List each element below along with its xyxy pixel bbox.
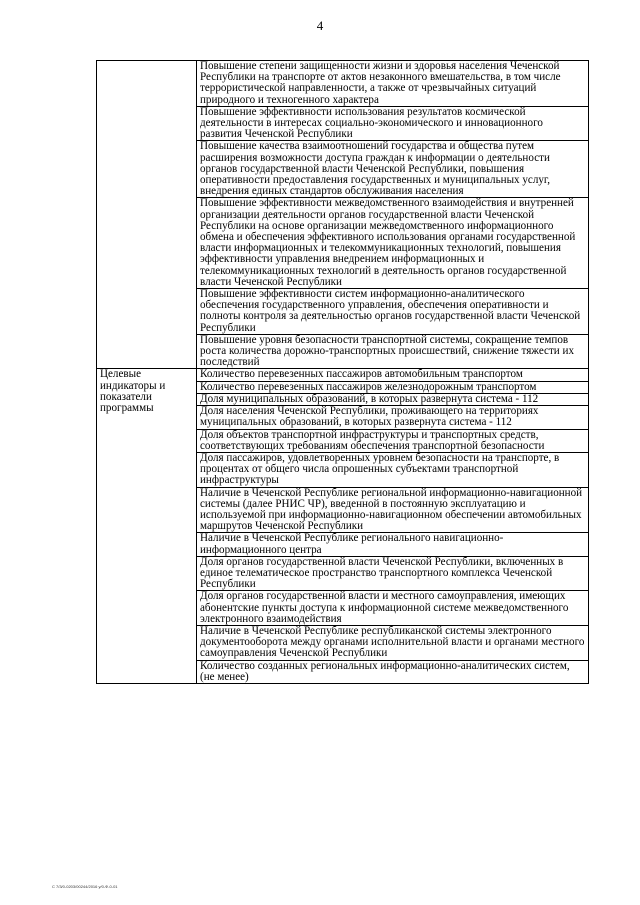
table-row (97, 369, 589, 381)
footer-document-code: С 7/3/0-0203/00244/2016 у/0-Ф-0-01 (52, 884, 118, 889)
indicators-label: Целевые индикаторы и показатели программы (97, 369, 197, 683)
indicator-item: Наличие в Чеченской Республике республиканской системы электронного документооборота между органами исполнительной власти и органами местного самоуправления Чеченской Республики (197, 625, 589, 660)
indicator-item: Доля муниципальных образований, в которых развернута система - 112 (197, 393, 589, 405)
indicator-item: Доля населения Чеченской Республики, проживающего на территориях муниципальных образований, в которых развернута система - 112 (197, 406, 589, 429)
goal-item: Повышение эффективности межведомственного взаимодействия и внутренней организации деятельности органов государственной власти Чеченской Республики на основе организации межведомственного информационного обмена и обеспечения эффективного использования органами государственной власти информационных и телекоммуникационных технологий, повышения эффективности управления внедрением информационных и телекоммуникационных технологий в деятельность органов государственной власти Чеченской Республики (197, 198, 589, 289)
indicator-item: Количество перевезенных пассажиров железнодорожным транспортом (197, 381, 589, 393)
indicator-item: Наличие в Чеченской Республике регионального навигационно-информационного центра (197, 533, 589, 556)
goal-item: Повышение степени защищенности жизни и здоровья населения Чеченской Республики на транспорте от актов незаконного вмешательства, в том числе террористической направленности, а также от чрезвычайных ситуаций природного и техногенного характера (197, 61, 589, 107)
page-number: 4 (316, 18, 324, 33)
empty-label-cell (97, 61, 197, 369)
indicator-item: Доля органов государственной власти и местного самоуправления, имеющих абонентские пункты доступа к информационной системе межведомственного электронного взаимодействия (197, 591, 589, 626)
goal-item: Повышение качества взаимоотношений государства и общества путем расширения возможности доступа граждан к информации о деятельности органов государственной власти Чеченской Республики, повышения оперативности предоставления государственных и муниципальных услуг, внедрения единых стандартов обслуживания населения (197, 141, 589, 198)
indicator-item: Наличие в Чеченской Республике региональной информационно-навигационной системы (далее РНИС ЧР), введенной в постоянную эксплуатацию и используемой при информационно-навигационном обеспечении автомобильных маршрутов Чеченской Республики (197, 487, 589, 533)
indicator-item: Доля пассажиров, удовлетворенных уровнем безопасности на транспорте, в процентах от общего числа опрошенных субъектами транспортной инфраструктуры (197, 452, 589, 487)
goal-item: Повышение уровня безопасности транспортной системы, сокращение темпов роста количества дорожно-транспортных происшествий, снижение тяжести их последствий (197, 334, 589, 369)
indicator-item: Количество перевезенных пассажиров автомобильным транспортом (197, 369, 589, 381)
indicator-item: Доля объектов транспортной инфраструктуры и транспортных средств, соответствующих требованиям обеспечения транспортной безопасности (197, 429, 589, 452)
indicator-item: Доля органов государственной власти Чеченской Республики, включенных в единое телематическое пространство транспортного комплекса Чеченской Республики (197, 556, 589, 591)
goal-item: Повышение эффективности систем информационно-аналитического обеспечения государственного управления, обеспечения оперативности и полноты контроля за деятельностью органов государственной власти Чеченской Республики (197, 289, 589, 335)
indicator-item: Количество созданных региональных информационно-аналитических систем, (не менее) (197, 660, 589, 683)
program-passport-table (96, 60, 589, 684)
table-row (97, 61, 589, 107)
goal-item: Повышение эффективности использования результатов космической деятельности в интересах социально-экономического и инновационного развития Чеченской Республики (197, 106, 589, 141)
